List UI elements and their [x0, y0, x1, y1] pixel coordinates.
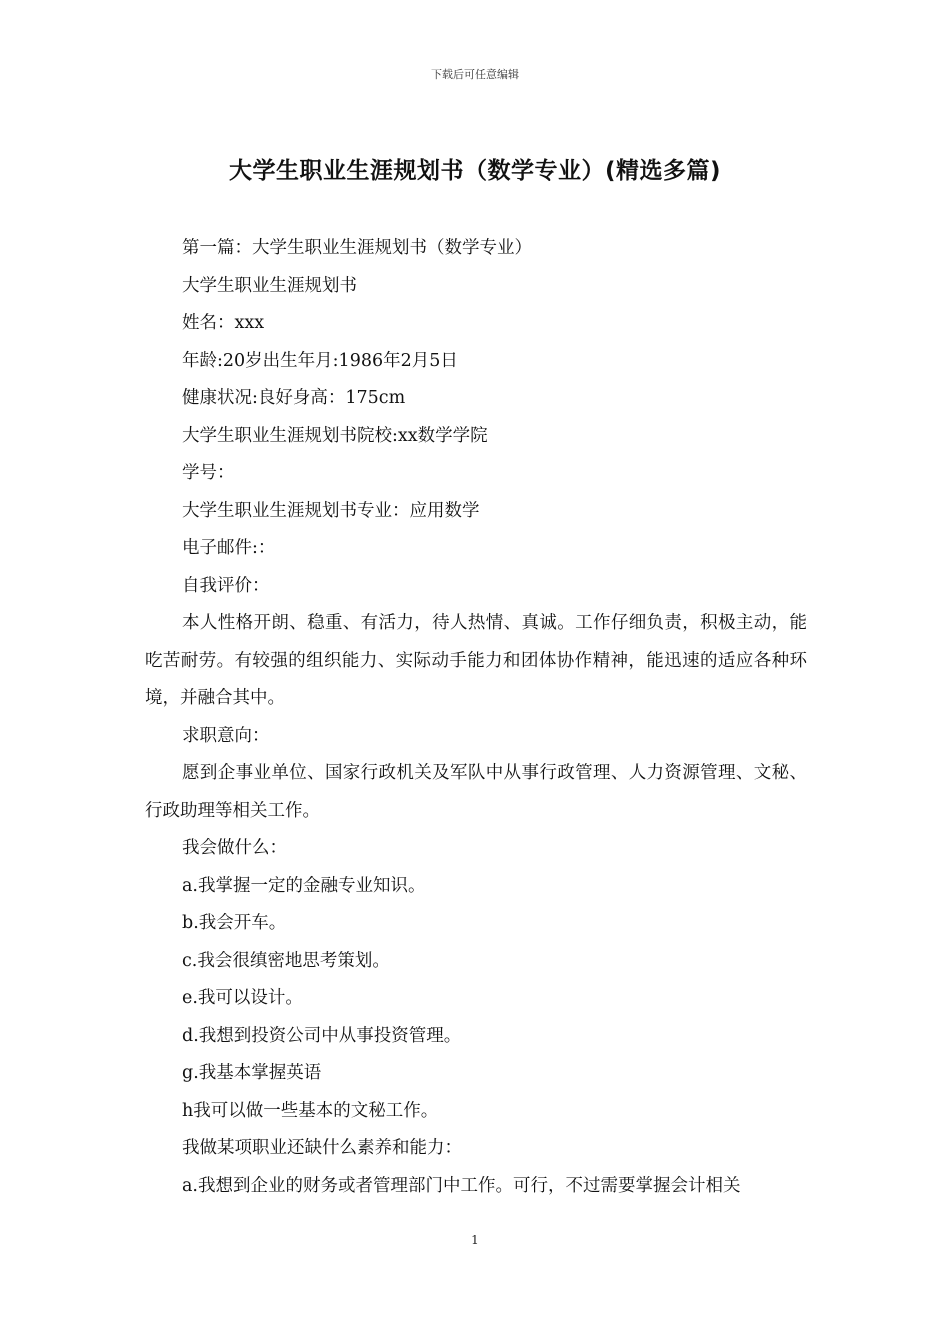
- paragraph-job-intention: 愿到企事业单位、国家行政机关及军队中从事行政管理、人力资源管理、文秘、行政助理等相关工作。: [145, 763, 807, 821]
- paragraph-major: 大学生职业生涯规划书专业：应用数学: [182, 500, 480, 521]
- paragraph-skills-heading: 我会做什么：: [182, 838, 287, 858]
- paragraph-student-id: 学号：: [182, 463, 235, 483]
- paragraph-self-evaluation-heading: 自我评价：: [182, 575, 270, 596]
- document-body: [145, 230, 807, 1205]
- list-item-skill-h: h我可以做一些基本的文秘工作。: [182, 1100, 439, 1121]
- list-item-skill-a: a.我掌握一定的金融专业知识。: [182, 875, 426, 896]
- header-note: 下载后可任意编辑: [431, 68, 519, 81]
- paragraph-school: 大学生职业生涯规划书院校:xx数学学院: [182, 425, 488, 446]
- list-item-skill-c: c.我会很缜密地思考策划。: [182, 950, 390, 971]
- list-item-skill-b: b.我会开车。: [182, 913, 287, 933]
- paragraph-health-height: 健康状况:良好身高：175cm: [182, 388, 406, 408]
- page-number: 1: [471, 1233, 479, 1247]
- paragraph-name: 姓名：xxx: [182, 313, 265, 333]
- paragraph-job-intention-heading: 求职意向：: [182, 725, 270, 746]
- paragraph-age-birth: 年龄:20岁出生年月:1986年2月5日: [182, 350, 458, 371]
- document-title: 大学生职业生涯规划书（数学专业）(精选多篇): [228, 158, 722, 184]
- paragraph-part-one-heading: 第一篇：大学生职业生涯规划书（数学专业）: [182, 238, 532, 258]
- paragraph-gaps-heading: 我做某项职业还缺什么素养和能力：: [182, 1138, 462, 1158]
- list-item-skill-d: d.我想到投资公司中从事投资管理。: [182, 1025, 462, 1046]
- list-item-skill-g: g.我基本掌握英语: [182, 1063, 322, 1083]
- list-item-skill-e: e.我可以设计。: [182, 988, 303, 1008]
- paragraph-email: 电子邮件:：: [182, 538, 276, 558]
- paragraph-self-evaluation: 本人性格开朗、稳重、有活力，待人热情、真诚。工作仔细负责，积极主动，能吃苦耐劳。有较强的组织能力、实际动手能力和团体协作精神，能迅速的适应各种环境，并融合其中。: [145, 613, 807, 708]
- paragraph-plan-heading: 大学生职业生涯规划书: [182, 275, 357, 296]
- list-item-gap-a: a.我想到企业的财务或者管理部门中工作。可行，不过需要掌握会计相关: [182, 1175, 741, 1196]
